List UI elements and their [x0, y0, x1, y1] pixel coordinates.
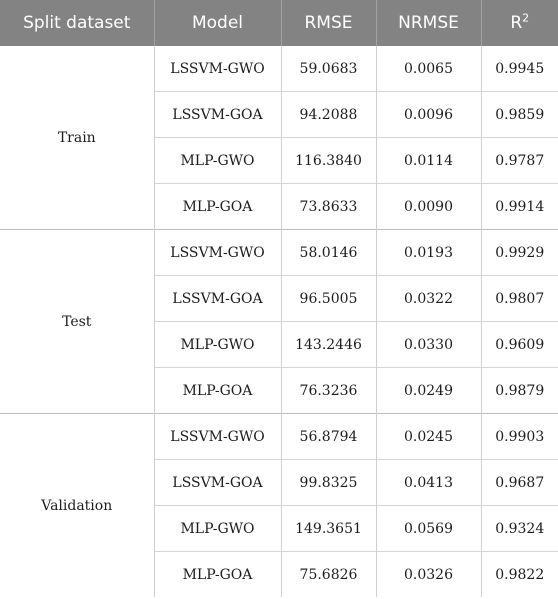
- model-cell: MLP-GOA: [154, 184, 281, 230]
- rmse-cell: 56.8794: [281, 414, 376, 460]
- nrmse-cell: 0.0249: [376, 368, 481, 414]
- nrmse-cell: 0.0245: [376, 414, 481, 460]
- nrmse-cell: 0.0193: [376, 230, 481, 276]
- model-cell: LSSVM-GOA: [154, 276, 281, 322]
- model-cell: LSSVM-GWO: [154, 230, 281, 276]
- model-cell: LSSVM-GOA: [154, 460, 281, 506]
- r2-cell: 0.9687: [481, 460, 558, 506]
- nrmse-cell: 0.0065: [376, 46, 481, 92]
- split-dataset-cell: Train: [57, 129, 96, 146]
- r2-cell: 0.9929: [481, 230, 558, 276]
- r2-cell: 0.9945: [481, 46, 558, 92]
- rmse-cell: 99.8325: [281, 460, 376, 506]
- rmse-cell: 116.3840: [281, 138, 376, 184]
- split-dataset-cell: Validation: [0, 414, 154, 598]
- nrmse-cell: 0.0322: [376, 276, 481, 322]
- rmse-cell: 76.3236: [281, 368, 376, 414]
- r2-cell: 0.9859: [481, 92, 558, 138]
- model-cell: MLP-GWO: [154, 322, 281, 368]
- nrmse-cell: 0.0326: [376, 552, 481, 598]
- split-dataset-cell: Test: [0, 230, 154, 414]
- nrmse-cell: 0.0330: [376, 322, 481, 368]
- model-cell: LSSVM-GWO: [154, 414, 281, 460]
- r2-cell: 0.9879: [481, 368, 558, 414]
- nrmse-cell: 0.0096: [376, 92, 481, 138]
- rmse-cell: 58.0146: [281, 230, 376, 276]
- header-model: Model: [154, 0, 281, 46]
- r2-cell: 0.9787: [481, 138, 558, 184]
- nrmse-cell: 0.0090: [376, 184, 481, 230]
- r2-cell: 0.9903: [481, 414, 558, 460]
- model-cell: LSSVM-GWO: [154, 46, 281, 92]
- model-cell: MLP-GOA: [154, 552, 281, 598]
- r2-cell: 0.9914: [481, 184, 558, 230]
- model-cell: MLP-GWO: [154, 506, 281, 552]
- model-cell: MLP-GWO: [154, 138, 281, 184]
- table-row: [0, 46, 558, 92]
- rmse-cell: 59.0683: [281, 46, 376, 92]
- model-cell: MLP-GOA: [154, 368, 281, 414]
- nrmse-cell: 0.0114: [376, 138, 481, 184]
- header-row: [0, 0, 558, 46]
- table-row: [0, 414, 558, 460]
- table-header: [0, 0, 558, 46]
- r2-cell: 0.9609: [481, 322, 558, 368]
- table-body: [0, 46, 558, 597]
- table-row: [0, 230, 558, 276]
- r2-cell: 0.9822: [481, 552, 558, 598]
- header-r2-superscript: 2: [522, 11, 530, 25]
- rmse-cell: 149.3651: [281, 506, 376, 552]
- header-r2-base: R: [510, 13, 523, 33]
- header-split-dataset: Split dataset: [0, 0, 154, 46]
- rmse-cell: 94.2088: [281, 92, 376, 138]
- rmse-cell: 73.8633: [281, 184, 376, 230]
- rmse-cell: 96.5005: [281, 276, 376, 322]
- header-nrmse: NRMSE: [376, 0, 481, 46]
- model-cell: LSSVM-GOA: [154, 92, 281, 138]
- rmse-cell: 143.2446: [281, 322, 376, 368]
- nrmse-cell: 0.0569: [376, 506, 481, 552]
- r2-cell: 0.9807: [481, 276, 558, 322]
- header-rmse: RMSE: [281, 0, 376, 46]
- rmse-cell: 75.6826: [281, 552, 376, 598]
- nrmse-cell: 0.0413: [376, 460, 481, 506]
- header-r2: [481, 0, 558, 46]
- r2-cell: 0.9324: [481, 506, 558, 552]
